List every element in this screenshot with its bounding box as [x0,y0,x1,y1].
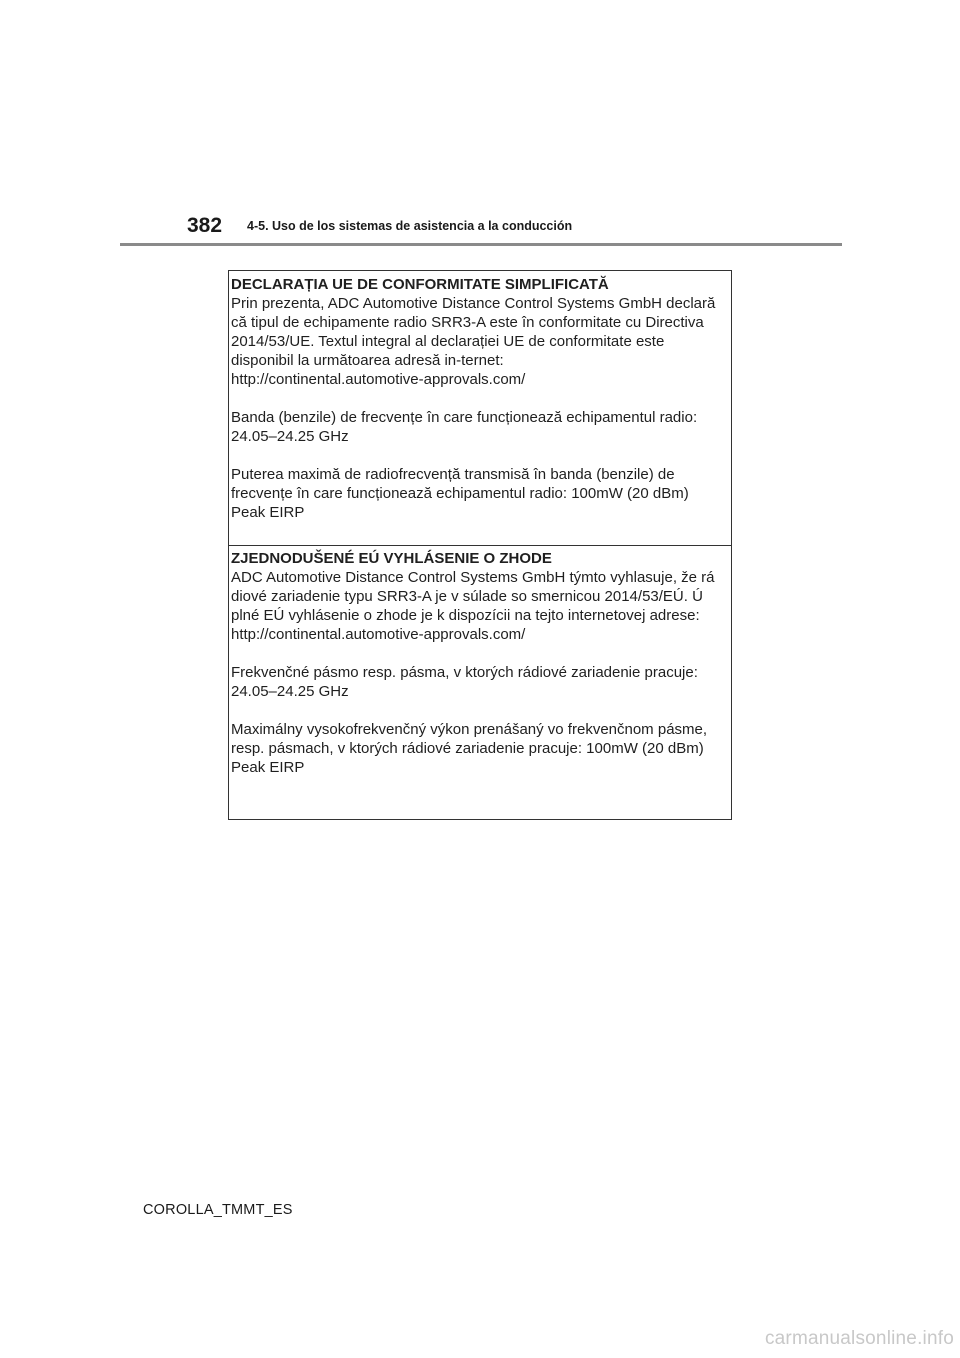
header-rule [120,243,842,246]
frequency-band-value: 24.05–24.25 GHz [231,683,349,700]
declaration-title-slovak: ZJEDNODUŠENÉ EÚ VYHLÁSENIE O ZHODE [231,550,552,567]
declaration-line: ADC Automotive Distance Control Systems GmbH týmto vyhlasuje, že rá [231,569,715,586]
frequency-band-line: Banda (benzile) de frecvențe în care funcționează echipamentul radio: [231,409,698,426]
declaration-romanian [231,275,729,522]
declaration-line: Prin prezenta, ADC Automotive Distance Control Systems GmbH declară [231,295,716,312]
declaration-line: 2014/53/UE. Textul integral al declarației UE de conformitate este [231,333,665,350]
max-power-line: Puterea maximă de radiofrecvență transmisă în banda (benzile) de [231,466,675,483]
max-power-line: frecvențe în care funcționează echipamentul radio: 100mW (20 dBm) [231,485,689,502]
declaration-url: http://continental.automotive-approvals.com/ [231,626,526,643]
declaration-box [228,270,732,820]
max-power-line: resp. pásmach, v ktorých rádiové zariadenie pracuje: 100mW (20 dBm) [231,740,704,757]
declaration-line: disponibil la următoarea adresă in-ternet: [231,352,504,369]
frequency-band-line: Frekvenčné pásmo resp. pásma, v ktorých rádiové zariadenie pracuje: [231,664,698,681]
declaration-url: http://continental.automotive-approvals.com/ [231,371,526,388]
max-power-line: Maximálny vysokofrekvenčný výkon prenášaný vo frekvenčnom pásme, [231,721,708,738]
watermark: carmanualsonline.info [764,1328,954,1349]
declaration-title-romanian: DECLARAȚIA UE DE CONFORMITATE SIMPLIFICATĂ [231,276,609,293]
declaration-line: diové zariadenie typu SRR3-A je v súlade so smernicou 2014/53/EÚ. Ú [231,588,703,605]
section-title: 4-5. Uso de los sistemas de asistencia a la conducción [247,219,573,233]
declaration-line: că tipul de echipamente radio SRR3-A este în conformitate cu Directiva [231,314,704,331]
declaration-line: plné EÚ vyhlásenie o zhode je k dispozícii na tejto internetovej adrese: [231,607,700,624]
declaration-divider [229,545,731,546]
declaration-slovak [231,549,729,777]
footer-model-code: COROLLA_TMMT_ES [143,1202,293,1218]
max-power-line: Peak EIRP [231,504,305,521]
page-number: 382 [187,214,223,237]
max-power-line: Peak EIRP [231,759,305,776]
frequency-band-value: 24.05–24.25 GHz [231,428,349,445]
